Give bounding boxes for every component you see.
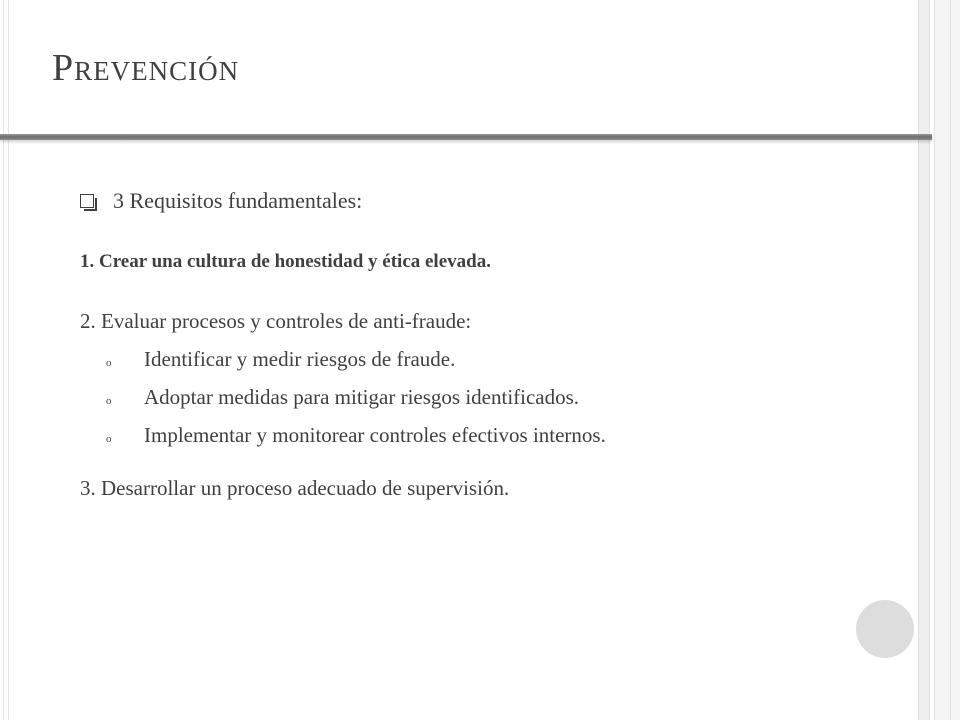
circle-bullet-icon: o <box>106 432 112 445</box>
requirement-item-1: 1. Crear una cultura de honestidad y ética elevada. <box>80 251 491 272</box>
list-item <box>80 416 900 454</box>
right-frame-stripe <box>918 0 930 720</box>
list-item <box>80 340 900 378</box>
list-item-text: Identificar y medir riesgos de fraude. <box>144 346 456 371</box>
right-frame-stripe-outer <box>934 0 960 720</box>
title-divider <box>0 134 932 140</box>
slide-content <box>80 183 900 501</box>
circle-bullet-icon: o <box>106 356 112 369</box>
requirement-2-sublist <box>80 340 900 454</box>
requirements-heading <box>80 183 900 219</box>
right-frame-line <box>950 0 951 720</box>
requirement-item-3: 3. Desarrollar un proceso adecuado de supervisión. <box>80 476 510 500</box>
list-item <box>80 378 900 416</box>
circle-bullet-icon: o <box>106 394 112 407</box>
checkbox-icon <box>80 194 95 209</box>
circle-nav-icon[interactable] <box>856 600 914 658</box>
left-frame-line <box>3 0 9 720</box>
list-item-text: Implementar y monitorear controles efectivos internos. <box>144 422 606 447</box>
requirement-item-2: 2. Evaluar procesos y controles de anti-fraude: <box>80 309 472 333</box>
requirements-heading-text: 3 Requisitos fundamentales: <box>113 188 363 213</box>
slide-title: Prevención <box>52 47 240 89</box>
list-item-text: Adoptar medidas para mitigar riesgos identificados. <box>144 384 580 409</box>
